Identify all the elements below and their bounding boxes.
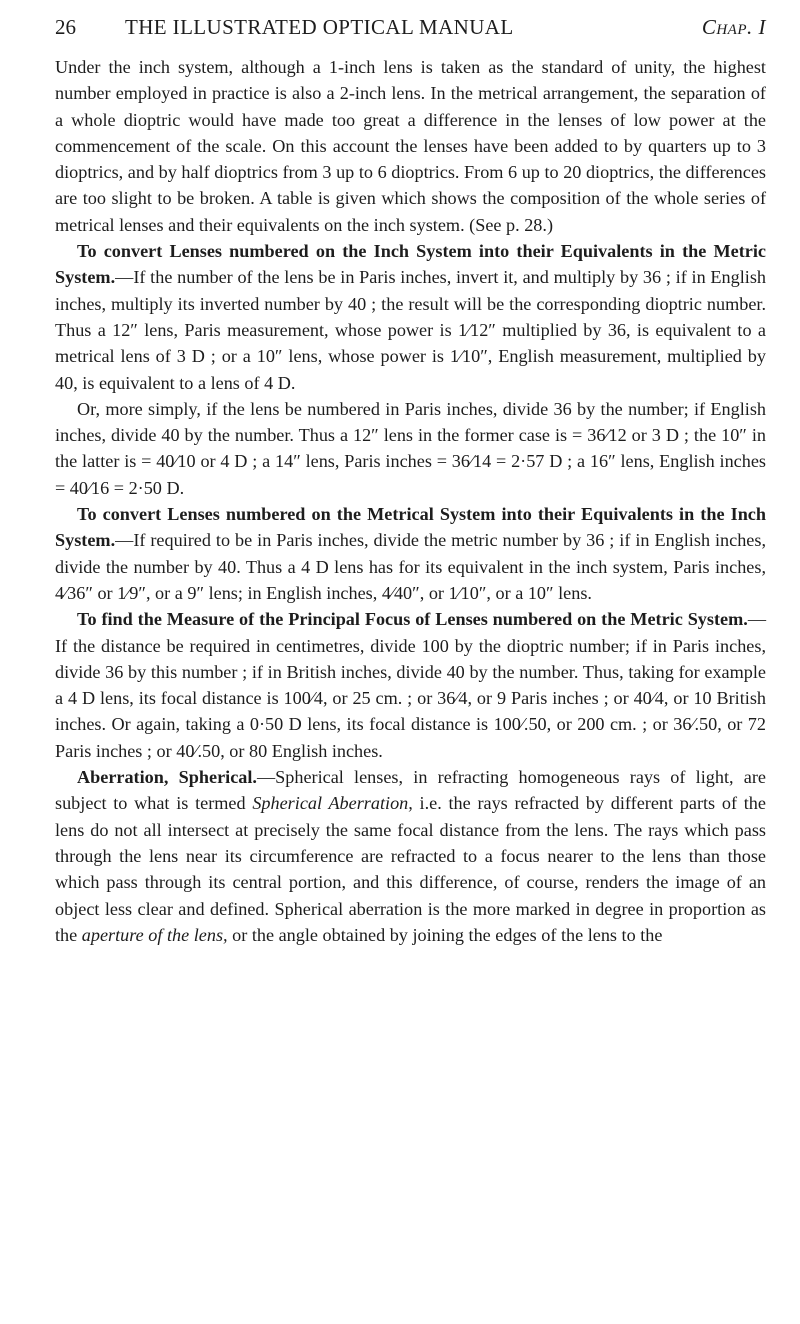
paragraph-text: or the angle obtained by joining the edges of the lens to the [227, 924, 663, 945]
running-head [55, 0, 766, 54]
running-title: THE ILLUSTRATED OPTICAL MANUAL [125, 15, 514, 39]
paragraph-convert-metric-to-inch [55, 501, 766, 606]
body-text [55, 54, 766, 948]
paragraph-principal-focus [55, 606, 766, 764]
paragraph-spherical-aberration [55, 764, 766, 948]
book-page [55, 0, 766, 948]
chapter-label: Chap. I [701, 15, 766, 39]
paragraph-text: —Spherical lenses, in refracting homogeneous rays of light, are subject to what is termed [55, 767, 766, 814]
page-number: 26 [55, 15, 76, 39]
paragraph-convert-inch-to-metric [55, 238, 766, 396]
section-heading: To convert Lenses numbered on the Inch System into their Equivalents in the Metric System. [55, 241, 766, 288]
section-heading: To find the Measure of the Principal Focus of Lenses numbered on the Metric System. [77, 609, 748, 630]
paragraph-text: —If the distance be required in centimetres, divide 100 by the dioptric number; if in Paris inches, divide 36 by this number ; if in British inches, divide 40 by the number. Thus, taking for example a 4 D lens, its focal distance is 100⁄4, or 25 cm. ; or 36⁄4, or 9 Paris inches ; or 40⁄4, or 10 British inches. Or again, taking a 0·50 D lens, its focal distance is 100⁄.50, or 200 cm. ; or 36⁄.50, or 72 Paris inches ; or 40⁄.50, or 80 English inches. [55, 609, 766, 761]
paragraph-inch-system [55, 54, 766, 238]
section-heading: Aberration, Spherical. [77, 767, 257, 788]
paragraph-text: —If the number of the lens be in Paris inches, invert it, and multiply by 36 ; if in English inches, multiply its inverted number by 40 ; the result will be the corresponding dioptric number. Thus a 12″ lens, Paris measurement, whose power is 1⁄12″ multiplied by 36, is equivalent to a metrical lens of 3 D ; or a 10″ lens, whose power is 1⁄10″, English measurement, multiplied by 40, is equivalent to a lens of 4 D. [55, 267, 766, 393]
paragraph-text: —If required to be in Paris inches, divide the metric number by 36 ; if in English inches, divide the number by 40. Thus a 4 D lens has for its equivalent in the inch system, Paris inches, 4⁄36″ or 1⁄9″, or a 9″ lens; in English inches, 4⁄40″, or 1⁄10″, or a 10″ lens. [55, 530, 766, 603]
paragraph-text: i.e. the rays refracted by different parts of the lens do not all intersect at precisely the same focal distance from the lens. The rays which pass through the lens near its circumference are refracted to a focus nearer to the lens than those which pass through its central portion, and this difference, of course, renders the image of an object less clear and defined. Spherical aberration is the more marked in degree in proportion as the [55, 793, 766, 945]
italic-term: aperture of the lens, [81, 924, 228, 945]
paragraph-text: Or, more simply, if the lens be numbered in Paris inches, divide 36 by the number; if English inches, divide 40 by the number. Thus a 12″ lens in the former case is = 36⁄12 or 3 D ; the 10″ in the latter is = 40⁄10 or 4 D ; a 14″ lens, Paris inches = 36⁄14 = 2·57 D ; a 16″ lens, English inches = 40⁄16 = 2·50 D. [55, 398, 766, 498]
section-heading: To convert Lenses numbered on the Metrical System into their Equivalents in the Inch System. [55, 504, 766, 551]
paragraph-simpler-method [55, 396, 766, 501]
italic-term: Spherical Aberration, [252, 793, 413, 814]
paragraph-text: Under the inch system, although a 1-inch lens is taken as the standard of unity, the highest number employed in practice is also a 2-inch lens. In the metrical arrangement, the separation of a whole dioptric would have made too great a difference in the lenses of low power at the commencement of the scale. On this account the lenses have been added to by quarters up to 3 dioptrics, and by half dioptrics from 3 up to 6 dioptrics. From 6 up to 20 dioptrics, the differences are too slight to be broken. A table is given which shows the composition of the whole series of metrical lenses and their equivalents on the inch system. (See p. 28.) [55, 57, 766, 235]
